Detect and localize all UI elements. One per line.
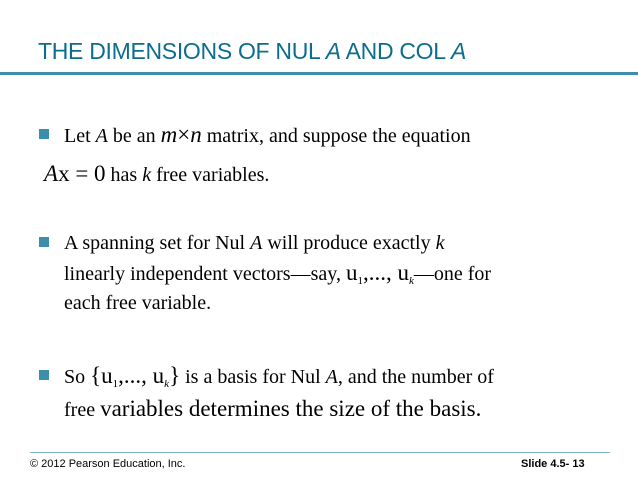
b2-var-k: k — [435, 232, 445, 254]
b1-text-5: free variables. — [151, 164, 270, 186]
title-text-2: AND COL — [340, 38, 451, 64]
bullet-3-marker — [39, 370, 49, 380]
title-divider — [0, 72, 638, 75]
bullet-1-line-2 — [44, 161, 269, 188]
b1-var-n: n — [190, 122, 202, 147]
b3-text-3: , and the number of — [337, 366, 494, 388]
b3-text-1: So — [64, 366, 91, 388]
bullet-1-marker — [39, 129, 49, 139]
b3-sub-1: 1 — [112, 378, 119, 390]
bullet-2-line-3 — [64, 290, 211, 316]
b3-sub-k: k — [164, 378, 170, 390]
b2-text-3: —one for — [413, 263, 492, 285]
title-var-a-2: A — [451, 38, 467, 64]
bullet-3-line-1 — [64, 363, 494, 397]
b3-text-2: is a basis for Nul — [180, 366, 326, 388]
b2-mid: ,..., u — [362, 260, 409, 285]
b2-line3-text: each free variable. — [64, 292, 212, 314]
b1-var-m: m — [160, 122, 178, 147]
slide-number: Slide 4.5- 13 — [521, 458, 585, 470]
b2-sub-1: 1 — [357, 275, 363, 287]
b1-text-3: matrix, and suppose the equation — [201, 125, 471, 147]
b2-sub-k: k — [408, 275, 414, 287]
title-var-a-1: A — [325, 38, 341, 64]
b3-open: {u — [90, 363, 113, 388]
bullet-3-line-2 — [64, 396, 481, 423]
b1-text-4: has — [105, 164, 143, 186]
b1-var-a: A — [95, 125, 108, 147]
b2-var-a: A — [250, 232, 263, 254]
slide-title — [38, 38, 628, 65]
title-text-1: THE DIMENSIONS OF NUL — [38, 38, 326, 64]
b3-mid: ,..., u — [118, 363, 165, 388]
b1-var-k: k — [142, 164, 152, 186]
b3-line2-free: free — [64, 399, 101, 421]
b1-eq-a: A — [44, 161, 59, 186]
b1-eq-rest: x = 0 — [58, 161, 106, 186]
bullet-2-marker — [39, 237, 49, 247]
b1-text-1: Let — [64, 125, 96, 147]
footer-divider — [30, 452, 610, 453]
b3-var-a: A — [325, 366, 338, 388]
b1-times: × — [177, 122, 191, 147]
bullet-2-line-2 — [64, 260, 491, 294]
b2-u: u — [345, 260, 358, 285]
b2-text-2: will produce exactly — [262, 232, 436, 254]
b1-text-2: be an — [107, 125, 161, 147]
b2-text-1: A spanning set for Nul — [64, 232, 251, 254]
b3-close: } — [169, 363, 181, 388]
copyright: © 2012 Pearson Education, Inc. — [30, 458, 186, 470]
b2-line2-text: linearly independent vectors—say, — [64, 263, 346, 285]
bullet-2-line-1 — [64, 230, 444, 256]
bullet-1-line-1 — [64, 122, 471, 149]
b3-line2-rest: variables determines the size of the basis. — [100, 396, 482, 421]
